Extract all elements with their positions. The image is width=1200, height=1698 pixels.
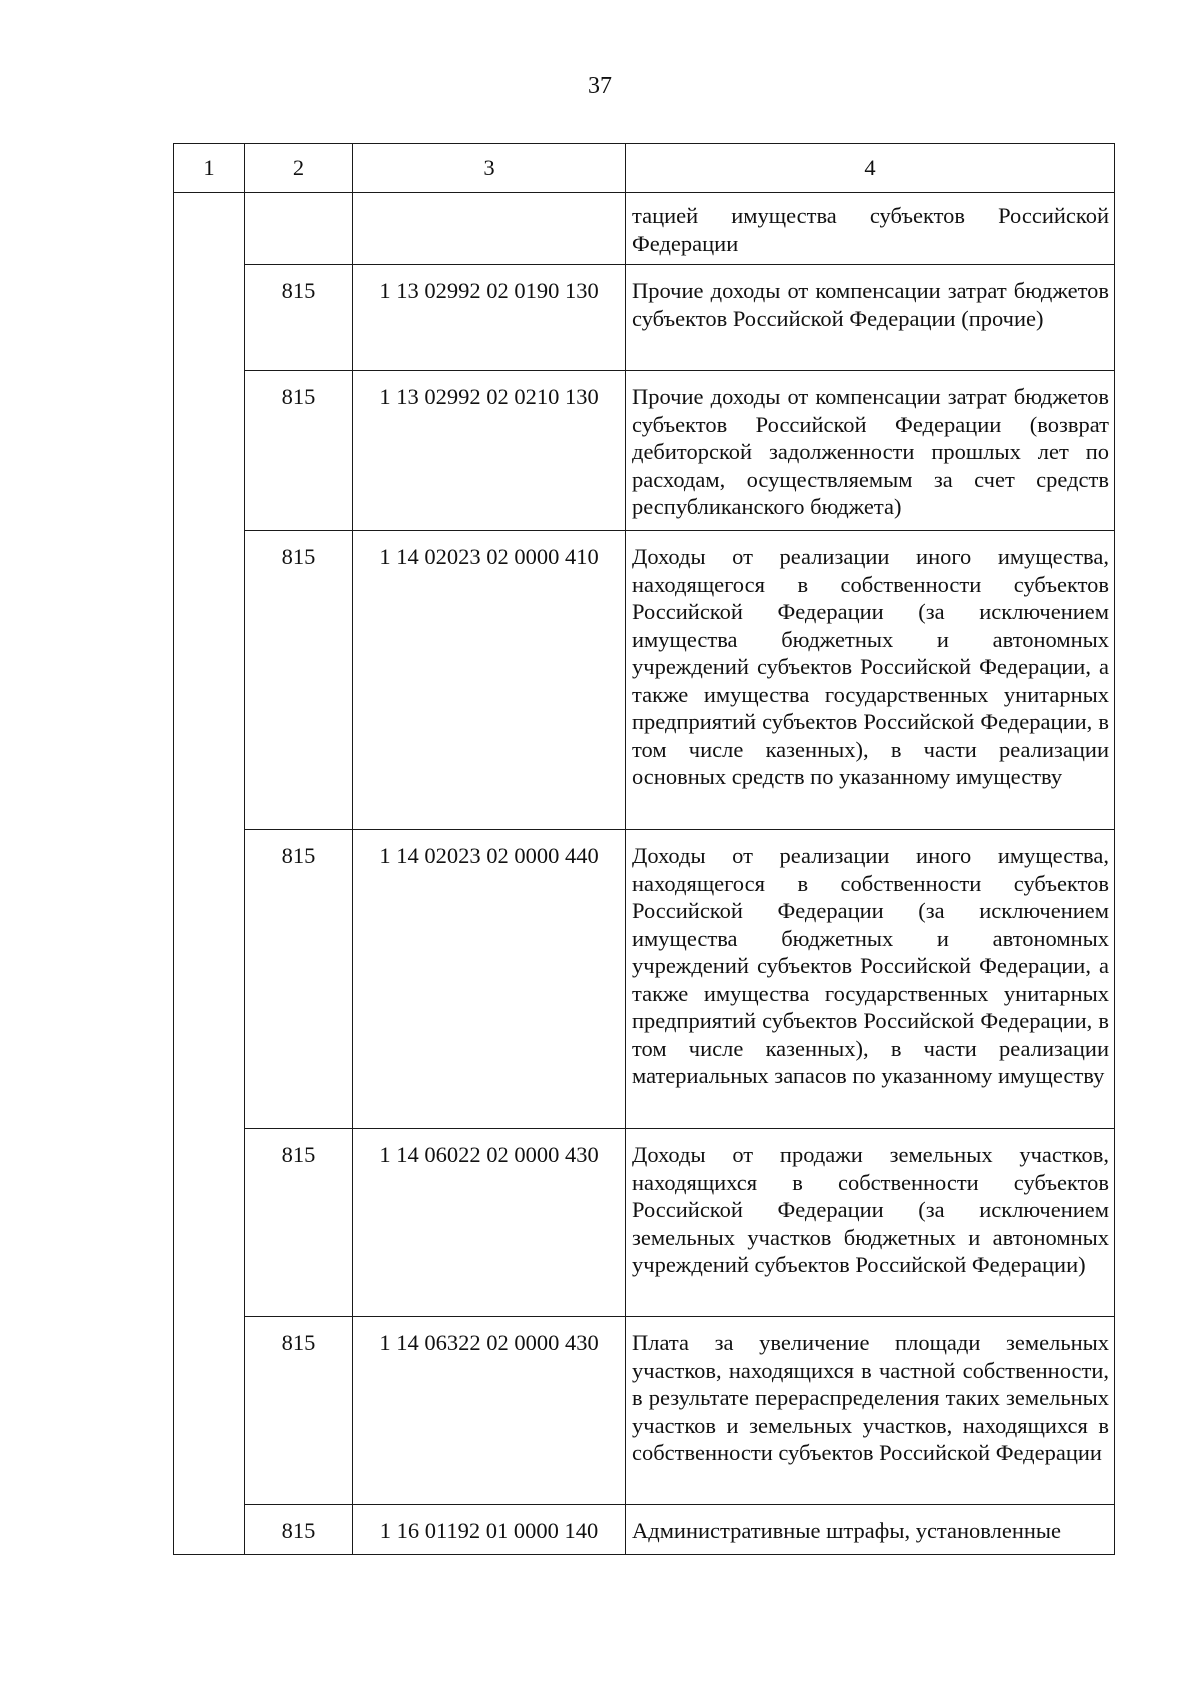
description-cell: Прочие доходы от компенсации затрат бюджетов субъектов Российской Федерации (прочие) <box>626 265 1115 371</box>
table-row <box>174 371 1115 531</box>
description-cell: Административные штрафы, установленные <box>626 1505 1115 1555</box>
revenue-code-cell: 1 13 02992 02 0190 130 <box>353 265 626 371</box>
table-row <box>174 265 1115 371</box>
column-header-2: 2 <box>245 144 353 193</box>
admin-code-cell: 815 <box>245 830 353 1129</box>
revenue-code-cell: 1 16 01192 01 0000 140 <box>353 1505 626 1555</box>
column-header-1: 1 <box>174 144 245 193</box>
description-cell: тацией имущества субъектов Российской Федерации <box>626 193 1115 265</box>
revenue-code-cell: 1 14 02023 02 0000 410 <box>353 531 626 830</box>
revenue-code-cell: 1 14 06322 02 0000 430 <box>353 1317 626 1505</box>
column-header-3: 3 <box>353 144 626 193</box>
admin-code-cell: 815 <box>245 265 353 371</box>
revenue-code-cell <box>353 193 626 265</box>
table-row <box>174 193 1115 265</box>
description-cell: Доходы от реализации иного имущества, находящегося в собственности субъектов Российской Федерации (за исключением имущества бюджетных и автономных учреждений субъектов Российской Федерации, а также имущества государственных унитарных предприятий субъектов Российской Федерации, в том числе казенных), в части реализации материальных запасов по указанному имуществу <box>626 830 1115 1129</box>
table-row <box>174 531 1115 830</box>
table-header-row <box>174 144 1115 193</box>
table-row <box>174 1129 1115 1317</box>
admin-code-cell: 815 <box>245 371 353 531</box>
admin-code-cell: 815 <box>245 1505 353 1555</box>
table-row <box>174 1317 1115 1505</box>
revenue-code-cell: 1 14 02023 02 0000 440 <box>353 830 626 1129</box>
page-number: 37 <box>588 73 612 99</box>
column-header-4: 4 <box>626 144 1115 193</box>
table-row <box>174 830 1115 1129</box>
description-cell: Прочие доходы от компенсации затрат бюджетов субъектов Российской Федерации (возврат дебиторской задолженности прошлых лет по расходам, осуществляемым за счет средств республиканского бюджета) <box>626 371 1115 531</box>
empty-column-cell <box>174 193 245 1555</box>
description-cell: Плата за увеличение площади земельных участков, находящихся в частной собственности, в результате перераспределения таких земельных участков и земельных участков, находящихся в собственности субъектов Российской Федерации <box>626 1317 1115 1505</box>
admin-code-cell <box>245 193 353 265</box>
description-cell: Доходы от реализации иного имущества, находящегося в собственности субъектов Российской Федерации (за исключением имущества бюджетных и автономных учреждений субъектов Российской Федерации, а также имущества государственных унитарных предприятий субъектов Российской Федерации, в том числе казенных), в части реализации основных средств по указанному имуществу <box>626 531 1115 830</box>
revenue-codes-table <box>173 143 1115 1555</box>
description-cell: Доходы от продажи земельных участков, находящихся в собственности субъектов Российской Федерации (за исключением земельных участков бюджетных и автономных учреждений субъектов Российской Федерации) <box>626 1129 1115 1317</box>
admin-code-cell: 815 <box>245 1129 353 1317</box>
table-row <box>174 1505 1115 1555</box>
revenue-code-cell: 1 13 02992 02 0210 130 <box>353 371 626 531</box>
admin-code-cell: 815 <box>245 531 353 830</box>
revenue-code-cell: 1 14 06022 02 0000 430 <box>353 1129 626 1317</box>
admin-code-cell: 815 <box>245 1317 353 1505</box>
